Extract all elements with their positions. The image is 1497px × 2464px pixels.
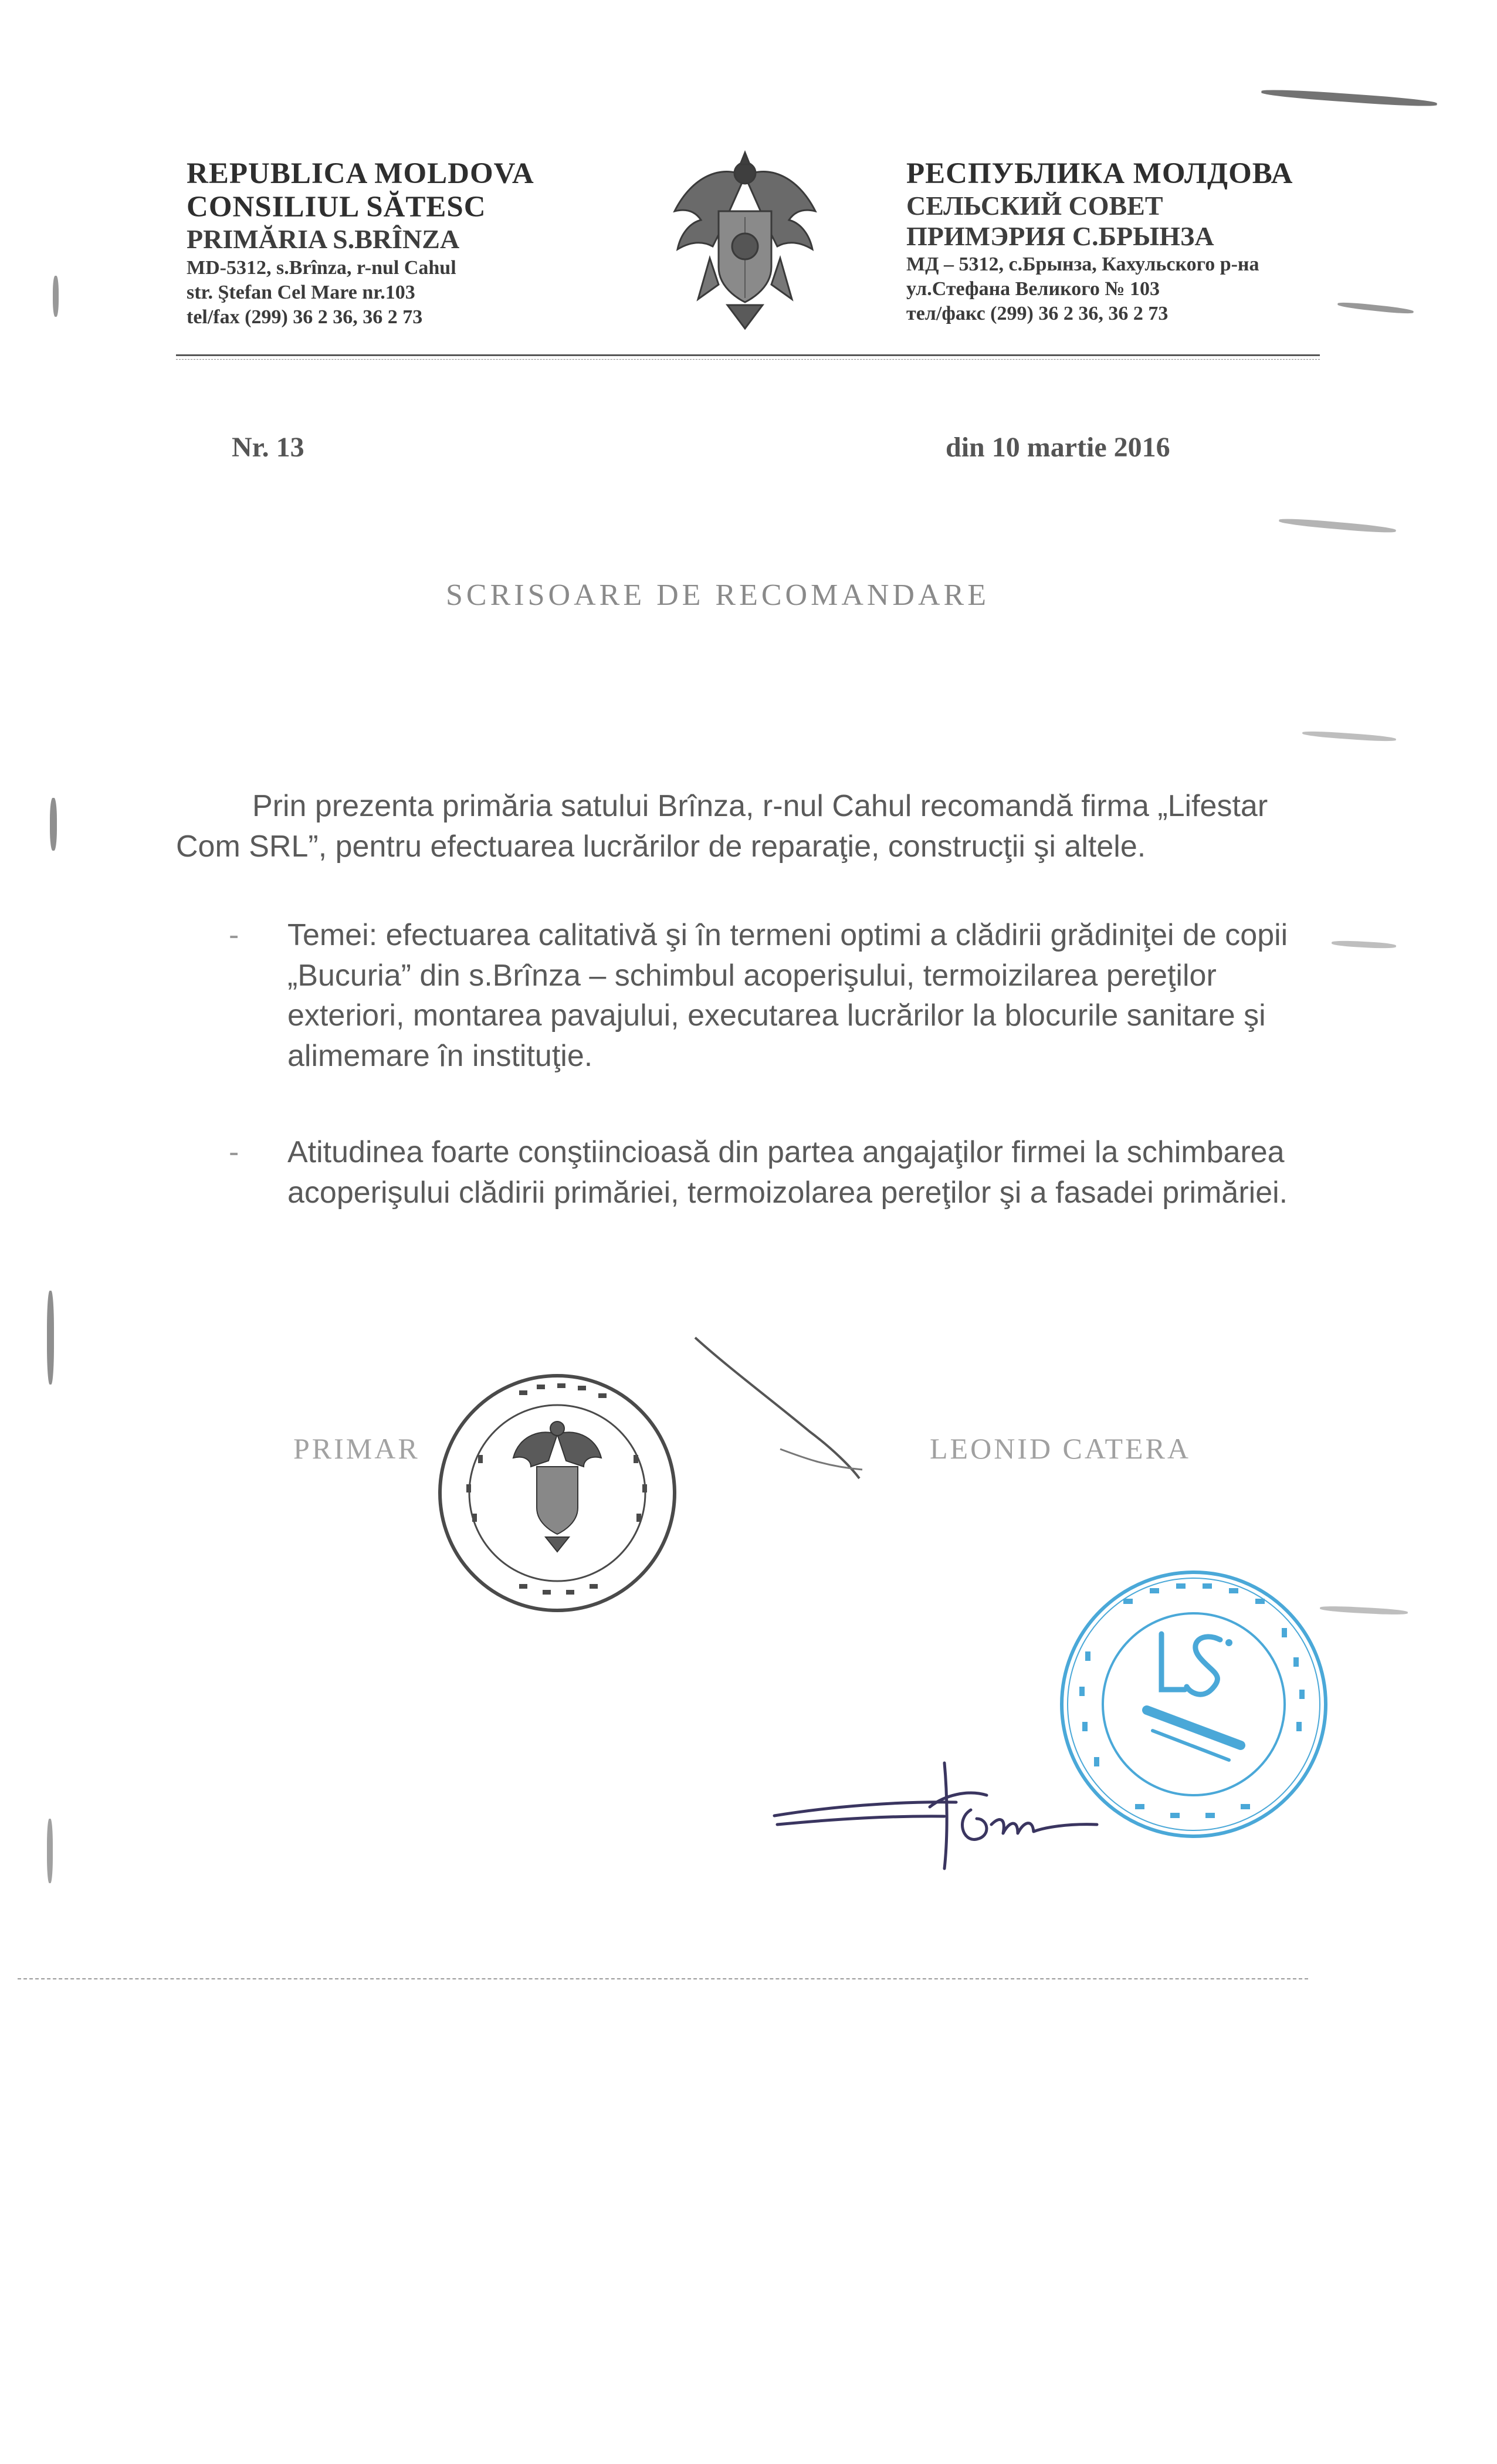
document-number: Nr. 13 [232,432,304,463]
header-right-street: ул.Стефана Великого № 103 [906,278,1160,300]
coat-of-arms-icon [657,141,833,334]
header-right-address: МД – 5312, с.Брынза, Кахульского р-на [906,253,1259,276]
list-item [229,915,1332,1077]
header-right [906,157,1352,325]
header-right-council: СЕЛЬСКИЙ СОВЕТ [906,191,1163,221]
header-left-country: REPUBLICA MOLDOVA [187,157,534,190]
scan-artifact [1261,88,1437,109]
town-hall-stamp-icon [431,1367,683,1619]
header-left [187,157,609,329]
list-item [229,1132,1332,1213]
header-divider [176,354,1320,356]
header-right-country: РЕСПУБЛИКА МОЛДОВА [906,157,1293,190]
scan-edge-line [18,1978,1308,1979]
scan-artifact [53,276,59,317]
signature-title: PRIMAR [293,1432,420,1465]
scan-artifact [1279,517,1396,534]
header-divider-secondary [176,359,1320,360]
header-right-town-hall: ПРИМЭРИЯ С.БРЫНЗА [906,221,1214,251]
intro-paragraph: Prin prezenta primăria satului Brînza, r-nul Cahul recomandă firma „Lifestar Com SRL”, pentru efectuarea lucrărilor de reparaţie, construcţii şi altele. [176,789,1268,864]
header-left-address: MD-5312, s.Brînza, r-nul Cahul [187,256,456,279]
header-left-town-hall: PRIMĂRIA S.BRÎNZA [187,224,460,255]
scan-artifact [1332,940,1396,949]
list-bullet: - [229,1135,239,1169]
handwritten-signature-icon [768,1760,1191,1883]
header-right-phone: тел/факс (299) 36 2 36, 36 2 73 [906,303,1169,325]
document-title: SCRISOARE DE RECOMANDARE [446,578,990,612]
scan-artifact [47,1291,54,1385]
scan-artifact [50,798,57,851]
document-date: din 10 martie 2016 [946,432,1170,463]
list-item-text: Temei: efectuarea calitativă şi în termeni optimi a clădirii grădiniţei de copii „Bucuria” din s.Brînza – schimbul acoperişului, termoizilarea pereţilor exteriori, montarea pavajului, executarea lucrărilor la blocurile sanitare şi alimemare în instituţie. [287,918,1288,1073]
list-item-text: Atitudinea foarte conştiincioasă din partea angajaţilor firmei la schimbarea acoperişului clădirii primăriei, termoizolarea pereţilor şi a fasadei primăriei. [287,1135,1288,1210]
scan-artifact [1302,730,1396,742]
header-left-phone: tel/fax (299) 36 2 36, 36 2 73 [187,306,423,328]
header-left-street: str. Ştefan Cel Mare nr.103 [187,281,415,303]
header-left-council: CONSILIUL SĂTESC [187,191,486,224]
signature-stroke-icon [692,1332,868,1484]
list-bullet: - [229,918,239,952]
signatory-name: LEONID CATERA [930,1432,1191,1465]
scan-artifact [47,1819,53,1883]
